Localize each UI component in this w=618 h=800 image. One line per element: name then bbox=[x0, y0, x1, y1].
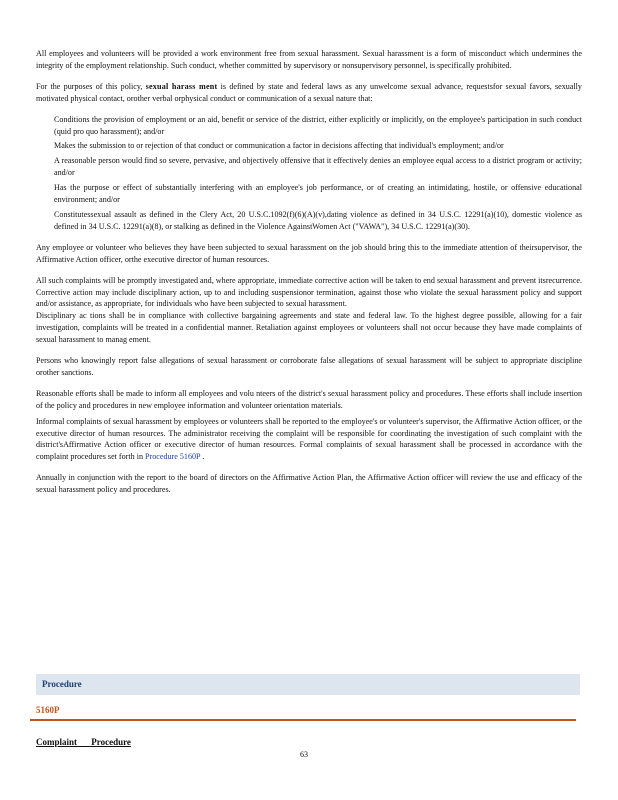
complaints-paragraph bbox=[36, 416, 582, 464]
annual-review-paragraph: Annually in conjunction with the report to the board of directors on the Affirmative Action Plan, the Affirmative Action officer will review the use and efficacy of the sexual harassment policy and procedures. bbox=[36, 473, 582, 495]
list-item bbox=[36, 140, 582, 152]
section-heading: Complaint Procedure bbox=[36, 737, 131, 747]
bullet-text: A reasonable person would find so severe, pervasive, and objectively offensive that it effectively denies an employee equal access to a district program or activity; and/or bbox=[54, 156, 582, 178]
bullet-glyph bbox=[36, 140, 54, 152]
bullet-text: Constitutessexual assault as defined in the Clery Act, 20 U.S.C.1092(f)(6)(A)(v),dating violence as defined in 34 U.S.C. 12291(a)(10), domestic violence as defined in 34 U.S.C. 12291(a)(8), or stalking as defined in the Violence AgainstWomen Act ("VAWA"), 34 U.S.C. 12291(a)(30). bbox=[54, 209, 582, 231]
document-body bbox=[36, 48, 582, 496]
bullet-glyph bbox=[36, 209, 54, 233]
complaints-text-before: Informal complaints of sexual harassment by employees or volunteers shall be reported to the employee's or volunteer's supervisor, the Affirmative Action officer, or the executive director of human resources. The administrator receiving the complaint will be responsible for coordinating the investigation of such complaint with the district'sAffirmative Action officer or executive director of human resources. Formal complaints of sexual harassment shall be processed in accordance with the complaint procedures set forth in bbox=[36, 416, 582, 462]
reporting-paragraph: Any employee or volunteer who believes they have been subjected to sexual harassment on the job should bring this to the immediate attention of theirsupervisor, the Affirmative Action officer, orthe executive director of human resources. bbox=[36, 242, 582, 264]
complaints-text-after: . bbox=[200, 452, 205, 462]
definition-text-after: is defined by state and federal laws as any unwelcome sexual advance, requestsfor sexual favors, sexually motivated physical contact, orother verbal orphysical conduct or communication of a sexual nature that: bbox=[36, 81, 582, 103]
bullet-glyph bbox=[36, 155, 54, 179]
bullet-text: Has the purpose or effect of substantially interfering with an employee's job performance, or of creating an intimidating, hostile, or offensive educational environment; and/or bbox=[54, 183, 582, 205]
investigation-paragraph: All such complaints will be promptly investigated and, where appropriate, immediate corrective action will be taken to end sexual harassment and prevent itsrecurrence. Corrective action may include disciplinary action, up to and including suspensionor termination, against those who violate the sexual harassment policy and support and/or assistance, as appropriate, for individuals who have been subjected to sexual harassment. bbox=[36, 275, 582, 309]
procedure-banner bbox=[36, 674, 580, 695]
false-allegations-paragraph: Persons who knowingly report false allegations of sexual harassment or corroborate false allegations of sexual harassment will be subject to appropriate discipline orother sanctions. bbox=[36, 356, 582, 377]
page-number: 63 bbox=[300, 750, 308, 759]
definition-bullet-list bbox=[36, 114, 582, 233]
bullet-glyph bbox=[36, 182, 54, 206]
procedure-link[interactable]: Procedure 5160P bbox=[145, 452, 201, 462]
bullet-glyph bbox=[36, 114, 54, 138]
definition-term: sexual harass ment bbox=[145, 81, 218, 91]
list-item bbox=[36, 155, 582, 179]
procedure-banner-label: Procedure bbox=[42, 679, 82, 689]
bullet-text: Makes the submission to or rejection of that conduct or communication a factor in decisions affecting that individual's employment; and/or bbox=[54, 141, 504, 151]
list-item bbox=[36, 209, 582, 233]
section-divider bbox=[30, 719, 576, 721]
policy-intro-paragraph: All employees and volunteers will be provided a work environment free from sexual harassment. Sexual harassment is a form of misconduct which undermines the integrity of the employment relationship. Such conduct, whether committed by supervisory or nonsupervisory personnel, is specifically prohibited. bbox=[36, 49, 582, 70]
discipline-paragraph: Disciplinary ac tions shall be in compliance with collective bargaining agreements and state and federal law. To the highest degree possible, allowing for a fair investigation, complaints will be treated in a confidential manner. Retaliation against employees or volunteers shall not occur because they have made complaints of sexual harassment to manag ement. bbox=[36, 311, 582, 345]
awareness-paragraph: Reasonable efforts shall be made to inform all employees and volu nteers of the district's sexual harassment policy and procedures. These efforts shall include insertion of the policy and procedures in new employee information and volunteer orientation materials. bbox=[36, 388, 582, 410]
list-item bbox=[36, 114, 582, 138]
list-item bbox=[36, 182, 582, 206]
definition-paragraph bbox=[36, 81, 582, 105]
procedure-code: 5160P bbox=[36, 705, 60, 715]
bullet-text: Conditions the provision of employment or an aid, benefit or service of the district, either explicitly or implicitly, on the employee's participation in such conduct (quid pro quo harassment); and/or bbox=[54, 114, 582, 136]
definition-text-before: For the purposes of this policy, bbox=[36, 81, 146, 91]
